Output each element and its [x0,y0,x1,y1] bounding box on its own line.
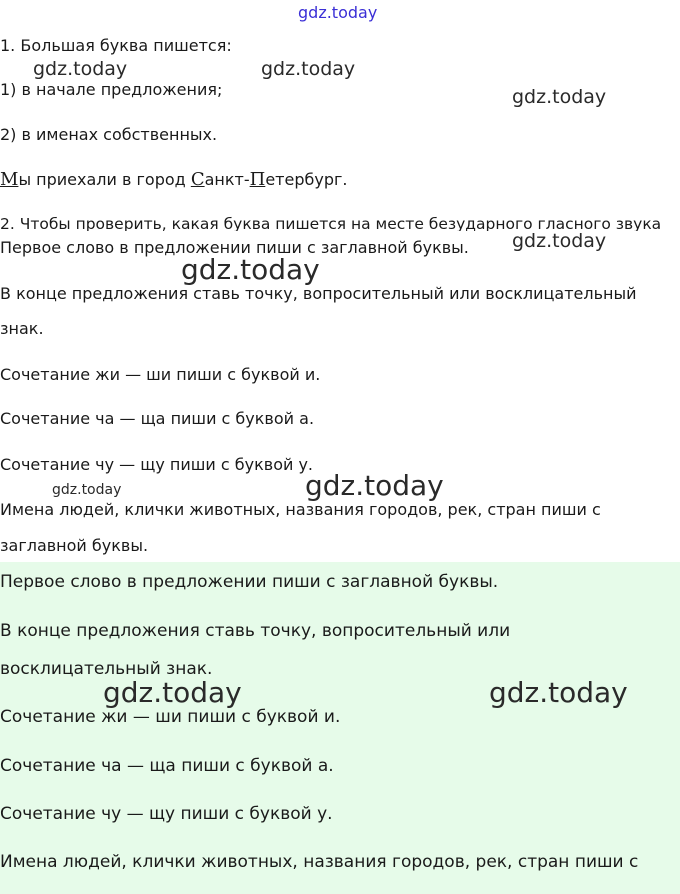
paragraph-line: Сочетание чу — щу пиши с буквой у. [0,455,314,474]
watermark-text: gdz.today [33,58,128,80]
watermark-text: gdz.today [181,253,320,286]
paragraph-line: Сочетание ча — ща пиши с буквой а. [0,409,315,428]
green-paragraph-line: Имена людей, клички животных, названия городов, рек, стран пиши с [0,852,639,872]
green-paragraph-line: восклицательный знак. [0,659,213,679]
example-sentence [0,169,347,190]
example-capital-letter: М [0,169,19,190]
paragraph-line: знак. [0,319,44,338]
example-capital-letter: П [249,169,266,190]
watermark-text: gdz.today [489,676,628,709]
green-paragraph-line: Сочетание жи — ши пиши с буквой и. [0,707,341,727]
paragraph-line: Имена людей, клички животных, названия городов, рек, стран пиши с [0,500,601,519]
paragraph-line: заглавной буквы. [0,536,149,555]
example-text: ы приехали в город [18,170,191,189]
green-paragraph-line: В конце предложения ставь точку, вопросительный или [0,621,511,641]
watermark-text: gdz.today [512,230,607,252]
example-text: етербург. [265,170,348,189]
watermark-text: gdz.today [305,469,444,502]
rule-item-2: 2) в именах собственных. [0,125,218,144]
example-text: анкт- [204,170,250,189]
green-paragraph-line: Первое слово в предложении пиши с заглавной буквы. [0,572,499,592]
watermark-text: gdz.today [261,58,356,80]
paragraph-line: В конце предложения ставь точку, вопросительный или восклицательный [0,284,637,303]
watermark-text: gdz.today [512,86,607,108]
green-paragraph-line: Сочетание чу — щу пиши с буквой у. [0,804,333,824]
task-2-heading-clipped: 2. Чтобы проверить, какая буква пишется на месте безударного гласного звука [0,215,662,231]
example-capital-letter: С [190,169,205,190]
watermark-text: gdz.today [52,482,122,498]
rule-title: 1. Большая буква пишется: [0,36,232,55]
watermark-text: gdz.today [103,676,242,709]
rule-item-1: 1) в начале предложения; [0,80,223,99]
green-paragraph-line: Сочетание ча — ща пиши с буквой а. [0,756,334,776]
green-highlight-block [0,562,680,894]
watermark-text: gdz.today [298,3,378,22]
paragraph-line: Первое слово в предложении пиши с заглавной буквы. [0,238,469,257]
paragraph-line: Сочетание жи — ши пиши с буквой и. [0,365,321,384]
